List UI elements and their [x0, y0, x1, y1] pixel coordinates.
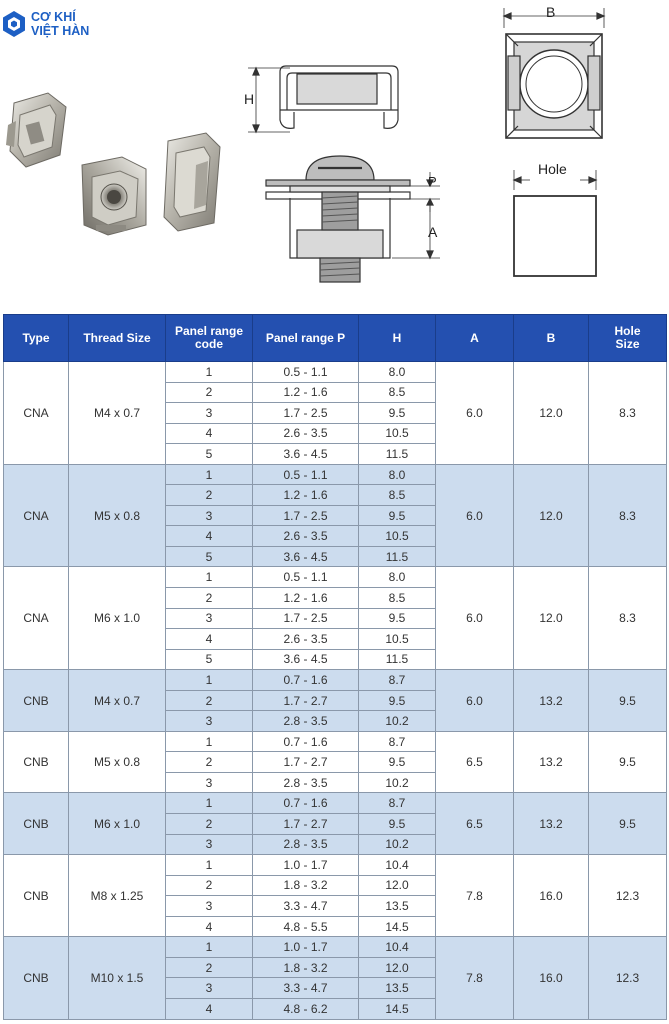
cell-h: 9.5 — [359, 505, 436, 526]
cell-type: CNB — [4, 731, 69, 793]
cell-h: 10.2 — [359, 711, 436, 732]
cell-type: CNA — [4, 567, 69, 670]
cell-b: 13.2 — [514, 670, 589, 732]
cell-hole-size: 9.5 — [589, 731, 667, 793]
cell-panel-range-p: 2.6 - 3.5 — [253, 526, 359, 547]
cell-panel-range-p: 1.2 - 1.6 — [253, 588, 359, 609]
cell-panel-range-p: 0.7 - 1.6 — [253, 731, 359, 752]
header-type: Type — [4, 315, 69, 362]
cell-thread-size: M8 x 1.25 — [69, 855, 166, 937]
dim-label-a: A — [428, 224, 438, 240]
cell-a: 6.0 — [436, 567, 514, 670]
header-a: A — [436, 315, 514, 362]
header-hole-size-text: Hole Size — [614, 324, 641, 351]
table-row — [4, 937, 667, 958]
cell-panel-range-code: 4 — [166, 423, 253, 444]
cell-panel-range-p: 1.7 - 2.7 — [253, 752, 359, 773]
assembly-view-drawing — [266, 156, 440, 282]
cell-panel-range-p: 3.3 - 4.7 — [253, 978, 359, 999]
cell-h: 10.2 — [359, 834, 436, 855]
cell-panel-range-p: 1.7 - 2.7 — [253, 690, 359, 711]
cell-h: 8.7 — [359, 793, 436, 814]
cell-panel-range-code: 3 — [166, 403, 253, 424]
cell-panel-range-code: 2 — [166, 875, 253, 896]
cage-nut-spec-table — [3, 314, 667, 1020]
cell-panel-range-code: 1 — [166, 464, 253, 485]
cell-thread-size: M4 x 0.7 — [69, 670, 166, 732]
cell-b: 12.0 — [514, 464, 589, 567]
cell-panel-range-p: 4.8 - 6.2 — [253, 998, 359, 1019]
table-row — [4, 362, 667, 383]
cell-panel-range-p: 1.7 - 2.5 — [253, 403, 359, 424]
cell-a: 6.5 — [436, 793, 514, 855]
cell-panel-range-code: 3 — [166, 834, 253, 855]
cell-h: 12.0 — [359, 875, 436, 896]
cell-panel-range-p: 3.6 - 4.5 — [253, 546, 359, 567]
cell-panel-range-code: 1 — [166, 793, 253, 814]
cell-h: 8.0 — [359, 362, 436, 383]
header-panel-range-code-text: Panel range code — [174, 324, 244, 351]
cell-panel-range-code: 2 — [166, 752, 253, 773]
header-h: H — [359, 315, 436, 362]
cell-h: 11.5 — [359, 546, 436, 567]
product-header-area — [0, 0, 669, 310]
dim-label-h: H — [244, 91, 255, 107]
cell-h: 10.4 — [359, 937, 436, 958]
cell-panel-range-code: 1 — [166, 567, 253, 588]
dim-label-p: P — [428, 174, 437, 189]
cell-panel-range-p: 1.7 - 2.5 — [253, 608, 359, 629]
cell-panel-range-code: 4 — [166, 629, 253, 650]
cell-panel-range-p: 3.6 - 4.5 — [253, 649, 359, 670]
cell-panel-range-code: 1 — [166, 362, 253, 383]
cell-type: CNB — [4, 793, 69, 855]
cell-hole-size: 8.3 — [589, 464, 667, 567]
cell-panel-range-p: 0.5 - 1.1 — [253, 362, 359, 383]
header-panel-range-code — [166, 315, 253, 362]
cell-h: 8.5 — [359, 382, 436, 403]
cell-h: 11.5 — [359, 444, 436, 465]
top-view-b-drawing — [504, 8, 604, 138]
dim-label-b: B — [546, 4, 556, 20]
cell-a: 7.8 — [436, 855, 514, 937]
cell-b: 12.0 — [514, 567, 589, 670]
cell-h: 14.5 — [359, 916, 436, 937]
cell-thread-size: M5 x 0.8 — [69, 464, 166, 567]
cell-hole-size: 9.5 — [589, 793, 667, 855]
cell-panel-range-code: 5 — [166, 649, 253, 670]
cell-hole-size: 8.3 — [589, 567, 667, 670]
cell-type: CNA — [4, 362, 69, 465]
cell-panel-range-p: 1.2 - 1.6 — [253, 485, 359, 506]
cell-hole-size: 12.3 — [589, 937, 667, 1019]
table-row — [4, 464, 667, 485]
cell-h: 8.0 — [359, 464, 436, 485]
table-row — [4, 731, 667, 752]
table-body — [4, 362, 667, 1020]
cell-thread-size: M10 x 1.5 — [69, 937, 166, 1019]
hole-view-drawing — [514, 170, 596, 276]
cell-panel-range-code: 1 — [166, 670, 253, 691]
cell-h: 8.7 — [359, 670, 436, 691]
cell-h: 8.0 — [359, 567, 436, 588]
cell-panel-range-code: 2 — [166, 957, 253, 978]
cell-h: 14.5 — [359, 998, 436, 1019]
cell-a: 6.0 — [436, 670, 514, 732]
cell-h: 12.0 — [359, 957, 436, 978]
cell-panel-range-code: 4 — [166, 526, 253, 547]
cell-h: 8.5 — [359, 485, 436, 506]
cell-panel-range-p: 3.3 - 4.7 — [253, 896, 359, 917]
cell-panel-range-p: 1.8 - 3.2 — [253, 957, 359, 978]
cell-panel-range-code: 5 — [166, 444, 253, 465]
table-row — [4, 793, 667, 814]
cell-panel-range-p: 0.5 - 1.1 — [253, 567, 359, 588]
cell-a: 7.8 — [436, 937, 514, 1019]
cell-panel-range-p: 1.7 - 2.5 — [253, 505, 359, 526]
cell-h: 10.5 — [359, 629, 436, 650]
cell-panel-range-p: 4.8 - 5.5 — [253, 916, 359, 937]
brand-line-2: VIỆT HÀN — [31, 24, 90, 38]
header-thread-size: Thread Size — [69, 315, 166, 362]
cell-h: 8.5 — [359, 588, 436, 609]
cell-thread-size: M6 x 1.0 — [69, 567, 166, 670]
header-panel-range-p — [253, 315, 359, 362]
cell-type: CNA — [4, 464, 69, 567]
cell-panel-range-code: 5 — [166, 546, 253, 567]
cell-h: 13.5 — [359, 896, 436, 917]
cell-panel-range-p: 0.7 - 1.6 — [253, 793, 359, 814]
technical-drawings — [0, 0, 669, 310]
cell-h: 10.5 — [359, 423, 436, 444]
cell-panel-range-code: 2 — [166, 382, 253, 403]
cell-panel-range-p: 1.7 - 2.7 — [253, 814, 359, 835]
cell-panel-range-p: 2.8 - 3.5 — [253, 711, 359, 732]
cell-panel-range-p: 1.2 - 1.6 — [253, 382, 359, 403]
cell-panel-range-code: 2 — [166, 485, 253, 506]
cell-b: 12.0 — [514, 362, 589, 465]
cell-h: 9.5 — [359, 752, 436, 773]
brand-line-1: CƠ KHÍ — [31, 10, 76, 24]
cell-h: 9.5 — [359, 608, 436, 629]
table-row — [4, 670, 667, 691]
cell-panel-range-p: 0.5 - 1.1 — [253, 464, 359, 485]
cell-panel-range-p: 1.0 - 1.7 — [253, 855, 359, 876]
dim-label-hole: Hole — [538, 161, 567, 177]
cell-hole-size: 12.3 — [589, 855, 667, 937]
cell-panel-range-p: 2.8 - 3.5 — [253, 834, 359, 855]
cell-panel-range-code: 4 — [166, 998, 253, 1019]
cell-thread-size: M6 x 1.0 — [69, 793, 166, 855]
cell-panel-range-code: 1 — [166, 937, 253, 958]
cell-h: 8.7 — [359, 731, 436, 752]
cell-panel-range-p: 2.6 - 3.5 — [253, 423, 359, 444]
side-view-h-drawing — [248, 66, 398, 132]
cell-b: 16.0 — [514, 855, 589, 937]
cell-hole-size: 9.5 — [589, 670, 667, 732]
cell-h: 10.5 — [359, 526, 436, 547]
cell-h: 11.5 — [359, 649, 436, 670]
cell-panel-range-code: 3 — [166, 608, 253, 629]
cell-type: CNB — [4, 670, 69, 732]
cell-type: CNB — [4, 937, 69, 1019]
cell-panel-range-p: 0.7 - 1.6 — [253, 670, 359, 691]
table-row — [4, 855, 667, 876]
cell-h: 9.5 — [359, 690, 436, 711]
cell-panel-range-code: 3 — [166, 772, 253, 793]
header-hole-size — [589, 315, 667, 362]
cell-panel-range-p: 3.6 - 4.5 — [253, 444, 359, 465]
cell-panel-range-code: 3 — [166, 978, 253, 999]
cell-panel-range-code: 3 — [166, 711, 253, 732]
cell-panel-range-p: 1.0 - 1.7 — [253, 937, 359, 958]
cell-a: 6.5 — [436, 731, 514, 793]
cell-a: 6.0 — [436, 464, 514, 567]
cell-panel-range-code: 4 — [166, 916, 253, 937]
cell-h: 10.2 — [359, 772, 436, 793]
table-row — [4, 567, 667, 588]
cell-panel-range-p: 2.8 - 3.5 — [253, 772, 359, 793]
cell-panel-range-p: 2.6 - 3.5 — [253, 629, 359, 650]
header-b: B — [514, 315, 589, 362]
cell-panel-range-code: 1 — [166, 731, 253, 752]
cell-thread-size: M4 x 0.7 — [69, 362, 166, 465]
cell-panel-range-code: 3 — [166, 896, 253, 917]
cell-panel-range-p: 1.8 - 3.2 — [253, 875, 359, 896]
cell-b: 13.2 — [514, 793, 589, 855]
cell-panel-range-code: 2 — [166, 690, 253, 711]
table-header-row — [4, 315, 667, 362]
cell-panel-range-code: 2 — [166, 814, 253, 835]
cell-panel-range-code: 3 — [166, 505, 253, 526]
cell-thread-size: M5 x 0.8 — [69, 731, 166, 793]
cell-b: 13.2 — [514, 731, 589, 793]
cell-h: 13.5 — [359, 978, 436, 999]
cell-panel-range-code: 1 — [166, 855, 253, 876]
cell-h: 9.5 — [359, 403, 436, 424]
cell-a: 6.0 — [436, 362, 514, 465]
cell-h: 9.5 — [359, 814, 436, 835]
cell-b: 16.0 — [514, 937, 589, 1019]
header-panel-range-p-text: Panel range P — [265, 330, 346, 345]
cell-hole-size: 8.3 — [589, 362, 667, 465]
cell-panel-range-code: 2 — [166, 588, 253, 609]
cell-h: 10.4 — [359, 855, 436, 876]
cell-type: CNB — [4, 855, 69, 937]
